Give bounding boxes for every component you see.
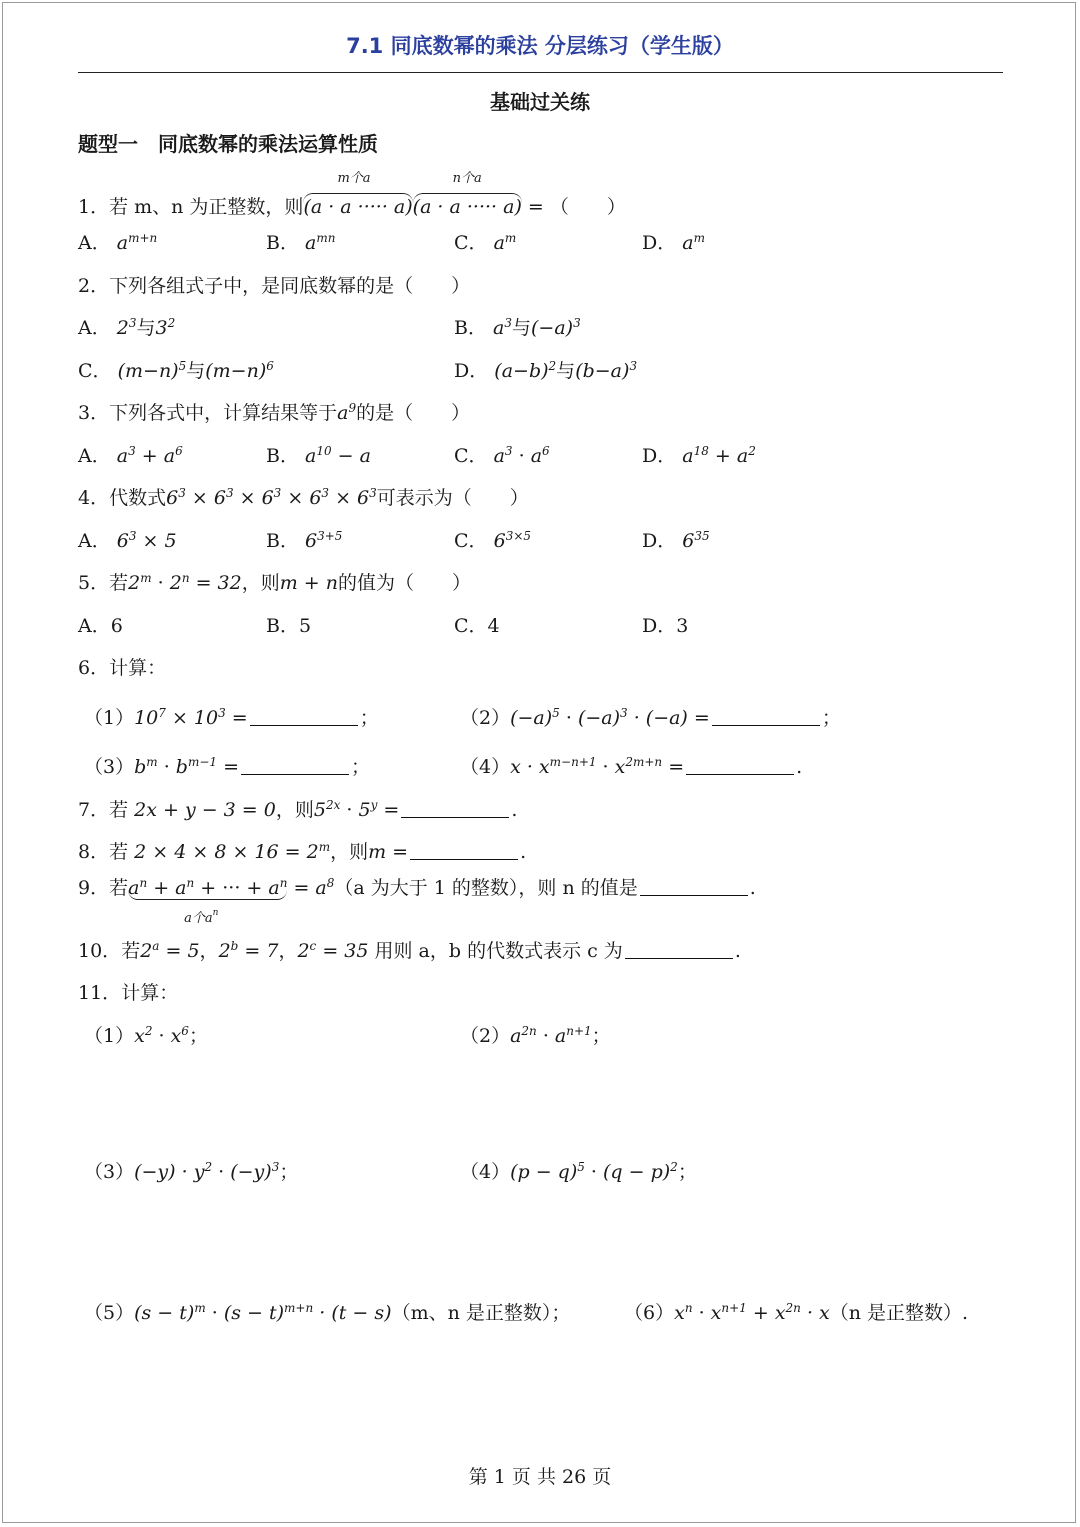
answer-blank[interactable] — [640, 877, 748, 896]
answer-blank[interactable] — [625, 940, 733, 959]
q11-part-4: $(4)(p - q)^5 \cdot (q - p)^2$； — [460, 1160, 697, 1183]
question-8: 8．若 $2 \times 4 \times 8 \times 16 = 2^m$，则m = . — [78, 840, 527, 863]
question-9: 9．若$a^n + a^n$ + ··· + $a^n$ a个$a^n$ = $a^8(a$ 为大于 1 的整数），则 n 的值是 . — [78, 876, 756, 926]
q6-part-3: $(3)b^m \cdot b^{m-1}$ = ； — [84, 755, 371, 778]
document-header-title: 7.1 同底数幂的乘法 分层练习（学生版） — [346, 34, 734, 58]
q1-option-c[interactable]: C． $a^m$ — [454, 231, 517, 254]
q11-part-3: $(3)(-y) \cdot y^2 \cdot (-y)^3$； — [84, 1160, 299, 1183]
header-divider — [78, 72, 1003, 73]
answer-blank[interactable] — [250, 707, 358, 726]
question-5: 5．若$2^m \cdot 2^n = 32$，则m + n的值为（ ） — [78, 571, 472, 594]
q5-option-b[interactable]: B．5 — [266, 615, 312, 637]
q2-option-b[interactable]: B． $a^3$与$(-a)^3$ — [454, 316, 581, 339]
q4-option-c[interactable]: C． $6^{3\times 5}$ — [454, 529, 532, 552]
q3-option-d[interactable]: D． $a^{18} + a^2$ — [642, 444, 756, 467]
q11-part-6: $(6)x^n \cdot x^{n+1} + x^{2n} \cdot x(n$ 是正整数）. — [624, 1301, 969, 1324]
answer-blank[interactable] — [241, 756, 349, 775]
q1-option-b[interactable]: B． $a^{mn}$ — [266, 231, 336, 254]
question-4: 4．代数式$6^3 \times 6^3 \times 6^3 \times 6^3 \times 6^3$可表示为（ ） — [78, 486, 529, 509]
question-7: 7．若 2x + y − 3 = 0，则$5^{2x} \cdot 5^y$ = . — [78, 798, 518, 821]
underbrace-group: $a^n + a^n$ + ··· + $a^n$ a个$a^n$ — [128, 876, 288, 926]
question-1: 1．若 m、n 为正整数，则 m个a (a · a ····· a) n个a (a · a ····· a) = （ ） — [78, 171, 626, 218]
answer-blank[interactable] — [401, 799, 509, 818]
question-6: 6．计算： — [78, 657, 167, 679]
answer-blank[interactable] — [686, 756, 794, 775]
q11-part-5: $(5)(s - t)^m \cdot (s - t)^{m+n} \cdot (t - s)(m$、n 是正整数）； — [84, 1301, 571, 1324]
q4-option-b[interactable]: B． $6^{3+5}$ — [266, 529, 343, 552]
overbrace-group-1: m个a (a · a ····· a) — [303, 171, 413, 218]
q5-option-c[interactable]: C．4 — [454, 615, 500, 637]
question-type-heading: 题型一 同底数幂的乘法运算性质 — [78, 132, 378, 156]
q2-option-c[interactable]: C． $(m-n)^5$与$(m-n)^6$ — [78, 359, 274, 382]
q3-option-c[interactable]: C． $a^3 \cdot a^6$ — [454, 444, 550, 467]
q5-option-d[interactable]: D．3 — [642, 615, 689, 637]
question-11: 11．计算： — [78, 982, 179, 1004]
section-title: 基础过关练 — [490, 90, 590, 114]
answer-blank[interactable] — [712, 707, 820, 726]
q6-part-4: $(4)x \cdot x^{m-n+1} \cdot x^{2m+n}$ = . — [460, 755, 803, 778]
question-10: 10．若$2^a = 5$，$2^b = 7$，$2^c = 35$ 用则 a，b 的代数式表示 c 为 . — [78, 939, 741, 962]
page-number-footer: 第 1 页 共 26 页 — [468, 1466, 612, 1488]
q2-option-a[interactable]: A． $2^3$与$3^2$ — [78, 316, 176, 339]
q6-part-1: $(1)10^7 \times 10^3$ = ； — [84, 706, 379, 729]
q5-option-a[interactable]: A．6 — [78, 615, 123, 637]
q11-part-2: $(2)a^{2n} \cdot a^{n+1}$； — [460, 1024, 611, 1047]
q3-option-a[interactable]: A． $a^3 + a^6$ — [78, 444, 183, 467]
q11-part-1: $(1)x^2 \cdot x^6$； — [84, 1024, 208, 1047]
q3-option-b[interactable]: B． $a^{10} - a$ — [266, 444, 371, 467]
question-3: 3．下列各式中，计算结果等于$a^9$的是（ ） — [78, 401, 471, 424]
overbrace-group-2: n个a (a · a ····· a) — [412, 171, 522, 218]
q1-option-a[interactable]: A． $a^{m+n}$ — [78, 231, 158, 254]
answer-blank[interactable] — [410, 841, 518, 860]
q1-option-d[interactable]: D． $a^m$ — [642, 231, 705, 254]
q4-option-a[interactable]: A． $6^3 \times 5$ — [78, 529, 177, 552]
q6-part-2: $(2)(-a)^5 \cdot (-a)^3 \cdot (-a)$ = ； — [460, 706, 841, 729]
question-2: 2．下列各组式子中，是同底数幂的是（ ） — [78, 275, 471, 297]
q4-option-d[interactable]: D． $6^{35}$ — [642, 529, 710, 552]
q2-option-d[interactable]: D． $(a-b)^2$与$(b-a)^3$ — [454, 359, 638, 382]
